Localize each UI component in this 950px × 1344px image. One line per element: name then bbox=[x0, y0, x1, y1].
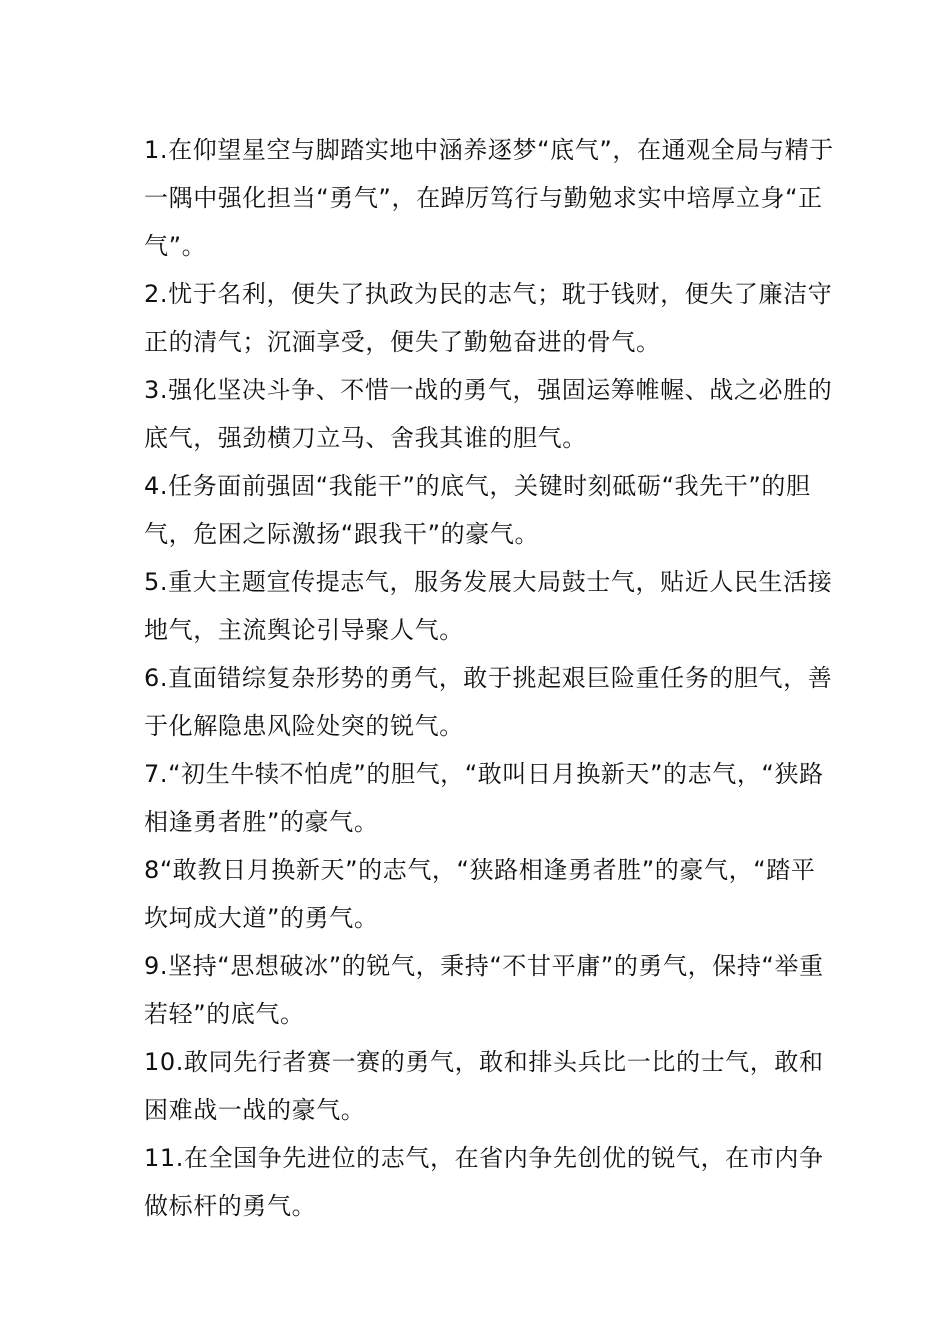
list-item: 9.坚持“思想破冰”的锐气，秉持“不甘平庸”的勇气，保持“举重若轻”的底气。 bbox=[144, 952, 824, 1028]
list-item: 2.忧于名利，便失了执政为民的志气；耽于钱财，便失了廉洁守正的清气；沉湎享受，便失了勤勉奋进的骨气。 bbox=[144, 280, 833, 356]
list-item: 1.在仰望星空与脚踏实地中涵养逐梦“底气”，在通观全局与精于一隅中强化担当“勇气”，在踔厉笃行与勤勉求实中培厚立身“正气”。 bbox=[144, 136, 834, 260]
list-item: 5.重大主题宣传提志气，服务发展大局鼓士气，贴近人民生活接地气，主流舆论引导聚人气。 bbox=[144, 568, 833, 644]
document-body bbox=[144, 126, 834, 1230]
list-item: 10.敢同先行者赛一赛的勇气，敢和排头兵比一比的士气，敢和困难战一战的豪气。 bbox=[144, 1048, 824, 1124]
list-item: 4.任务面前强固“我能干”的底气，关键时刻砥砺“我先干”的胆气，危困之际激扬“跟我干”的豪气。 bbox=[144, 472, 811, 548]
list-item: 8“敢教日月换新天”的志气，“狭路相逢勇者胜”的豪气，“踏平坎坷成大道”的勇气。 bbox=[144, 856, 816, 932]
list-item: 11.在全国争先进位的志气，在省内争先创优的锐气，在市内争做标杆的勇气。 bbox=[144, 1144, 824, 1220]
list-item: 3.强化坚决斗争、不惜一战的勇气，强固运筹帷幄、战之必胜的底气，强劲横刀立马、舍我其谁的胆气。 bbox=[144, 376, 833, 452]
list-item: 7.“初生牛犊不怕虎”的胆气，“敢叫日月换新天”的志气，“狭路相逢勇者胜”的豪气。 bbox=[144, 760, 824, 836]
list-item: 6.直面错综复杂形势的勇气，敢于挑起艰巨险重任务的胆气，善于化解隐患风险处突的锐气。 bbox=[144, 664, 833, 740]
